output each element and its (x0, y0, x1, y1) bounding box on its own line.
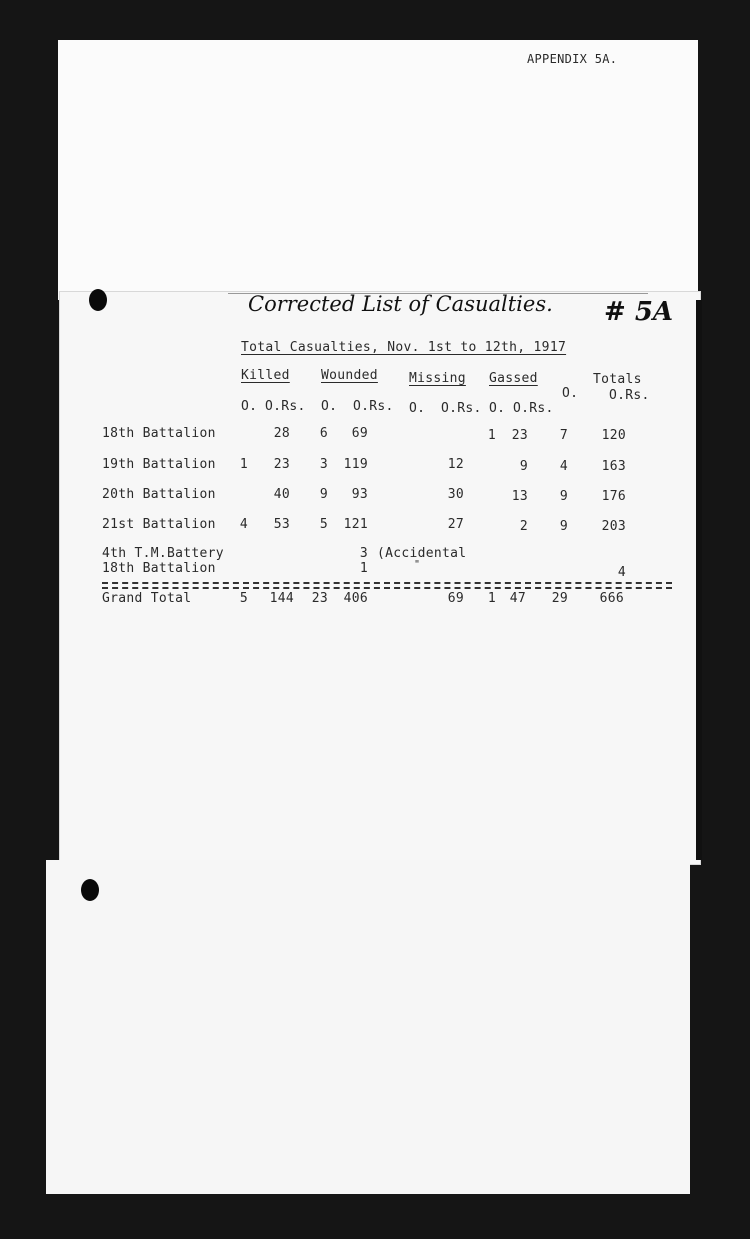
row-cell-g-or: 9 (519, 459, 528, 474)
row-cell-t-or: 176 (601, 489, 626, 504)
subhead-totals-ors: O.Rs. (609, 388, 650, 403)
row-cell-k-o: 1 (239, 457, 248, 472)
accidental-value-2: 1 (359, 561, 368, 576)
handwritten-ref: # 5A (604, 297, 674, 327)
row-cell-t-or: 120 (601, 428, 626, 443)
row-cell-t-o: 7 (559, 428, 568, 443)
row-cell-w-or: 69 (351, 426, 368, 441)
grand-gassed-ors: 47 (509, 591, 526, 606)
row-cell-k-or: 40 (273, 487, 290, 502)
sheet-edge-shadow (696, 300, 702, 860)
row-cell-t-o: 9 (559, 519, 568, 534)
punch-hole-lower (81, 879, 99, 901)
grand-totals-o: 29 (551, 591, 568, 606)
handwritten-title: Corrected List of Casualties. (248, 292, 553, 316)
row-cell-w-o: 9 (319, 487, 328, 502)
appendix-label: APPENDIX 5A. (527, 52, 618, 66)
row-cell-g-or: 23 (511, 428, 528, 443)
grand-totals-ors: 666 (599, 591, 624, 606)
subhead-wounded-ors: O.Rs. (353, 399, 394, 414)
subhead-missing-ors: O.Rs. (441, 401, 482, 416)
row-cell-t-o: 4 (559, 459, 568, 474)
header-killed: Killed (241, 368, 290, 383)
header-totals: Totals (593, 372, 642, 387)
subhead-missing-o: O. (409, 401, 426, 416)
grand-killed-o: 5 (239, 591, 248, 606)
row-cell-m-or: 27 (447, 517, 464, 532)
grand-killed-ors: 144 (269, 591, 294, 606)
accidental-unit-1: 4th T.M.Battery (102, 546, 224, 561)
row-cell-g-o: 1 (487, 428, 496, 443)
subhead-killed-o: O. (241, 399, 258, 414)
accidental-note: (Accidental (377, 546, 467, 561)
row-cell-w-o: 5 (319, 517, 328, 532)
ditto-mark: " (414, 559, 421, 570)
row-cell-m-or: 30 (447, 487, 464, 502)
accidental-total: 4 (617, 565, 626, 580)
subhead-killed-ors: O.Rs. (265, 399, 306, 414)
row-cell-w-o: 3 (319, 457, 328, 472)
row-cell-t-o: 9 (559, 489, 568, 504)
row-cell-k-or: 28 (273, 426, 290, 441)
row-unit-label: 18th Battalion (102, 426, 216, 441)
row-cell-k-or: 53 (273, 517, 290, 532)
subhead-gassed-o: O. (489, 401, 506, 416)
table-title: Total Casualties, Nov. 1st to 12th, 1917 (241, 340, 567, 355)
dashed-separator-upper (102, 582, 672, 584)
row-unit-label: 21st Battalion (102, 517, 216, 532)
header-gassed: Gassed (489, 371, 538, 386)
row-cell-g-or: 2 (519, 519, 528, 534)
row-cell-k-or: 23 (273, 457, 290, 472)
row-unit-label: 19th Battalion (102, 457, 216, 472)
row-unit-label: 20th Battalion (102, 487, 216, 502)
row-cell-k-o: 4 (239, 517, 248, 532)
row-cell-w-or: 121 (343, 517, 368, 532)
accidental-unit-2: 18th Battalion (102, 561, 216, 576)
row-cell-m-or: 12 (447, 457, 464, 472)
paper-sheet-top (58, 40, 698, 300)
row-cell-w-or: 119 (343, 457, 368, 472)
punch-hole-upper (89, 289, 107, 311)
header-wounded: Wounded (321, 368, 378, 383)
grand-wounded-ors: 406 (343, 591, 368, 606)
grand-wounded-o: 23 (311, 591, 328, 606)
row-cell-w-o: 6 (319, 426, 328, 441)
paper-sheet-bottom (46, 860, 690, 1194)
row-cell-g-or: 13 (511, 489, 528, 504)
subhead-gassed-ors: O.Rs. (513, 401, 554, 416)
accidental-value-1: 3 (359, 546, 368, 561)
dashed-separator-lower (102, 587, 672, 589)
grand-gassed-o: 1 (487, 591, 496, 606)
row-cell-w-or: 93 (351, 487, 368, 502)
row-cell-t-or: 203 (601, 519, 626, 534)
row-cell-t-or: 163 (601, 459, 626, 474)
grand-total-label: Grand Total (102, 591, 192, 606)
header-missing: Missing (409, 371, 466, 386)
grand-missing-ors: 69 (447, 591, 464, 606)
subhead-wounded-o: O. (321, 399, 338, 414)
subhead-totals-o: O. (562, 386, 579, 401)
